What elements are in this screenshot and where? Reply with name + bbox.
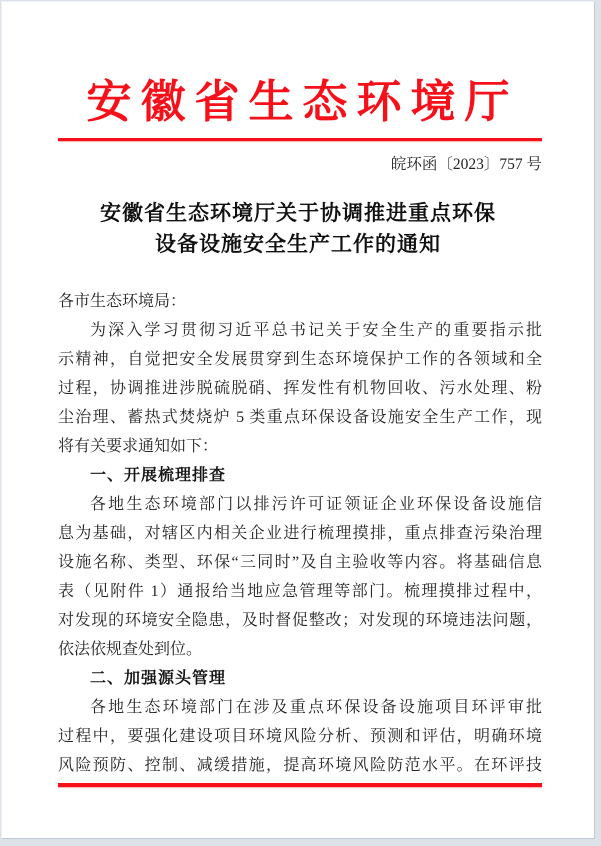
body-line: 表（见附件 1）通报给当地应急管理等部门。梳理摸排过程中， [58,583,542,600]
section-heading-2: 二、加强源头管理 [90,670,227,687]
document-page [1,1,595,839]
body-line: 过程，协调推进涉脱硫脱硝、挥发性有机物回收、污水处理、粉 [58,380,542,397]
section-heading-1: 一、开展梳理排查 [90,467,227,484]
document-title-line-1: 安徽省生态环境厅关于协调推进重点环保 [100,201,496,225]
document-body [58,287,542,780]
body-line: 为深入学习贯彻习近平总书记关于安全生产的重要指示批 [90,322,542,339]
body-line: 各地生态环境部门在涉及重点环保设备设施项目环评审批 [90,699,542,716]
body-line: 风险预防、控制、减缓措施，提高环境风险防范水平。在环评技 [58,757,542,774]
document-title-line-2: 设备设施安全生产工作的通知 [155,232,441,256]
document-number: 皖环函〔2023〕757 号 [390,156,542,173]
body-line: 各地生态环境部门以排污许可证领证企业环保设备设施信 [90,496,542,513]
footer-red-rule [58,783,542,787]
body-line: 设施名称、类型、环保“三同时”及自主验收等内容。将基础信息 [58,554,542,571]
body-line: 尘治理、蓄热式焚烧炉 5 类重点环保设备设施安全生产工作，现 [58,409,542,426]
body-line: 对发现的环境安全隐患，及时督促整改；对发现的环境违法问题， [58,612,542,629]
body-line: 息为基础，对辖区内相关企业进行梳理摸排，重点排查污染治理 [58,525,542,542]
letterhead-red-rule [58,138,542,141]
body-line: 过程中，要强化建设项目环境风险分析、预测和评估，明确环境 [58,728,542,745]
body-line: 将有关要求通知如下： [58,438,219,455]
body-line-salutation: 各市生态环境局： [58,293,187,310]
body-line: 依法依规查处到位。 [58,641,203,658]
letterhead-org-title: 安徽省生态环境厅 [86,77,519,127]
body-line: 示精神，自觉把安全发展贯穿到生态环境保护工作的各领域和全 [58,351,542,368]
document-title [2,198,594,260]
